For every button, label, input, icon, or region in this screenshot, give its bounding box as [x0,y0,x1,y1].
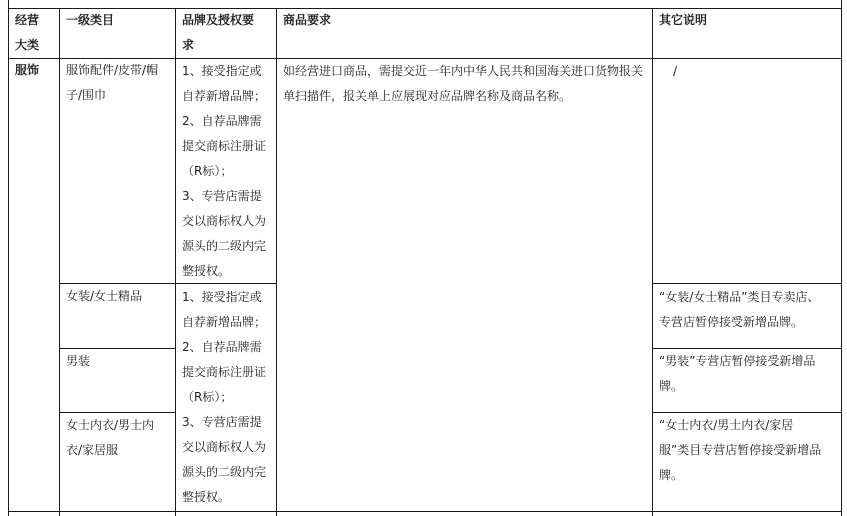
brand-requirement-accessories: 1、接受指定或 自荐新增品牌； 2、自荐品牌需 提交商标注册证 （R标）； 3、专营店需提 交以商标权人为 源头的二级内完 整授权。 [182,64,267,278]
header-product-requirements: 商品要求 [283,13,332,27]
note-menswear: “男装”专营店暂停接受新增品 牌。 [659,354,816,393]
header-first-level-category: 一级类目 [66,13,115,27]
note-underwear-homewear: “女士内衣/男士内衣/家居 服”类目专营店暂停接受新增品 牌。 [659,418,822,482]
col-border-left [8,0,9,516]
col-border-right [841,0,842,516]
subcategory-accessories: 服饰配件/皮带/帽 子/围巾 [66,63,159,102]
table-bottom-border [8,511,842,512]
subcategory-underwear-homewear: 女士内衣/男士内 衣/家居服 [66,418,155,457]
product-requirement-import: 如经营进口商品，需提交近一年内中华人民共和国海关进口货物报关 单扫描件，报关单上应展现对应品牌名称及商品名称。 [283,64,644,103]
header-business-category: 经营 大类 [15,13,40,52]
col-border-3 [276,8,277,516]
note-accessories: / [673,64,678,78]
col-border-4 [652,8,653,516]
brand-requirement-clothing: 1、接受指定或 自荐新增品牌； 2、自荐品牌需 提交商标注册证 （R标）； 3、专营店需提 交以商标权人为 源头的二级内完 整授权。 [182,290,267,504]
business-category-apparel: 服饰 [15,63,40,77]
note-womenswear: “女装/女士精品”类目专卖店、 专营店暂停接受新增品牌。 [659,290,820,329]
row1-bottom-border-note [652,283,842,284]
subcategory-womenswear: 女装/女士精品 [66,289,143,303]
header-brand-authorization: 品牌及授权要 求 [182,13,255,52]
col-border-2 [175,8,176,516]
col-border-1 [59,8,60,516]
subcategory-menswear: 男装 [66,354,91,368]
header-other-notes: 其它说明 [659,13,708,27]
